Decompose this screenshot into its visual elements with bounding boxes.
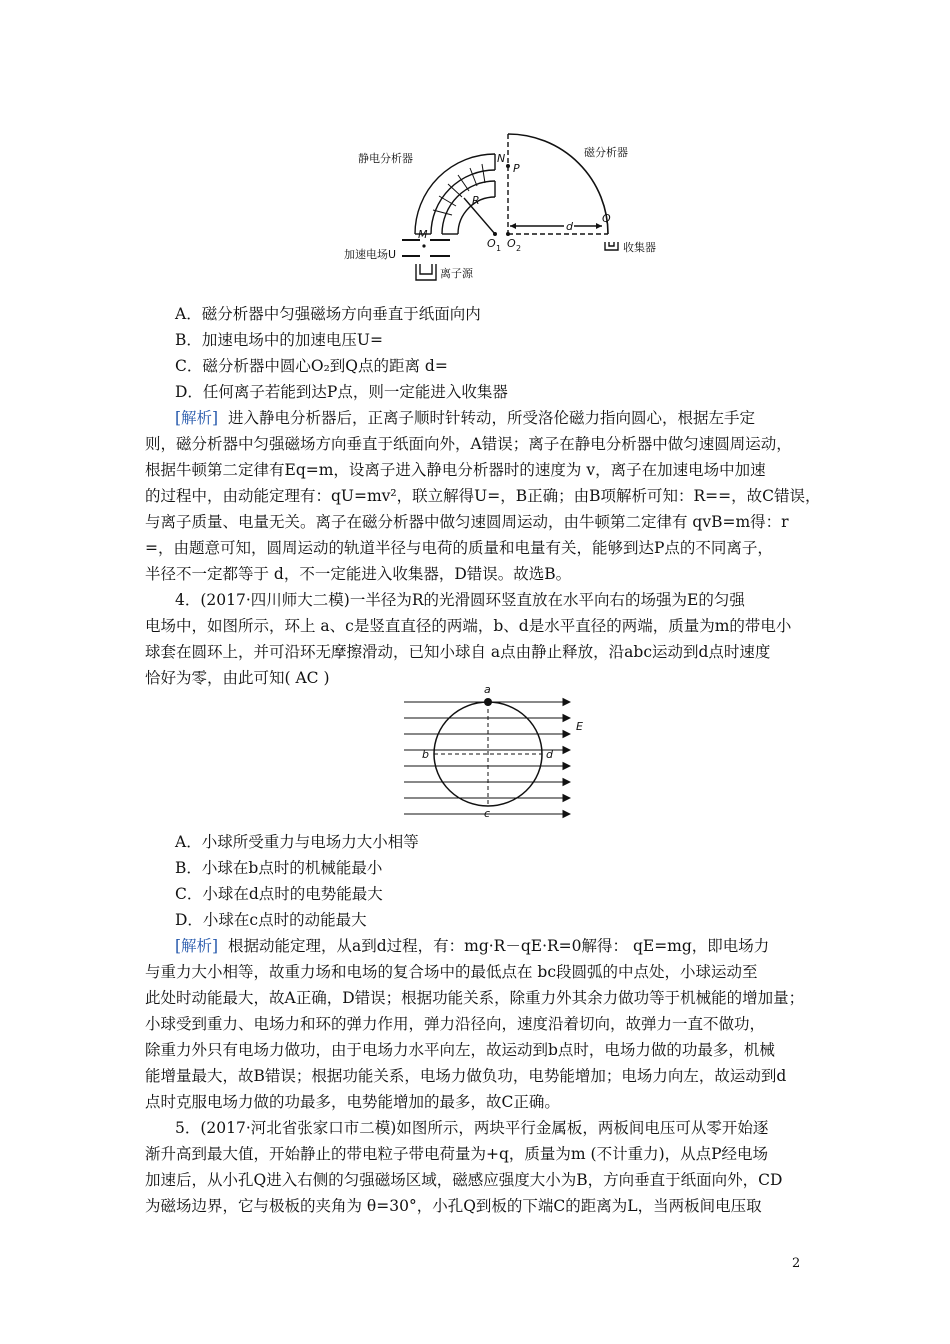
q4-analysis-line-3: 此处时动能最大，故A正确，D错误；根据功能关系，除重力外其余力做功等于机械能的增加量； xyxy=(145,989,805,1007)
label-d: d xyxy=(566,220,573,233)
analysis-tag: [解析] xyxy=(175,409,219,427)
q3-option-b: B．加速电场中的加速电压U= xyxy=(175,331,383,349)
label-N: N xyxy=(497,152,506,165)
label-E: E xyxy=(576,720,583,733)
q3-option-d: D．任何离子若能到达P点，则一定能进入收集器 xyxy=(175,383,508,401)
q4-option-a: A．小球所受重力与电场力大小相等 xyxy=(175,833,419,851)
label-O2: O xyxy=(507,237,516,250)
q5-stem-line-4: 为磁场边界，它与极板的夹角为 θ=30°，小孔Q到板的下端C的距离为L，当两板间电压取 xyxy=(145,1197,762,1215)
label-c: c xyxy=(484,807,491,820)
q4-stem-line-3: 球套在圆环上，并可沿环无摩擦滑动，已知小球自 a点由静止释放，沿abc运动到d点时速度 xyxy=(145,643,771,661)
q4-stem-line-4: 恰好为零，由此可知( AC ) xyxy=(145,669,330,687)
q4-analysis-line-5: 除重力外只有电场力做功，由于电场力水平向左，故运动到b点时，电场力做的功最多，机械 xyxy=(145,1041,775,1059)
q3-analysis-line-5: 与离子质量、电量无关。离子在磁分析器中做匀速圆周运动，由牛顿第二定律有 qvB=m得：r xyxy=(145,513,789,531)
q4-option-c: C．小球在d点时的电势能最大 xyxy=(175,885,383,903)
q3-analysis-line-4: 的过程中，由动能定理有：qU=mv²，联立解得U=，B正确；由B项解析可知：R==，故C错误， xyxy=(145,487,821,505)
label-d: d xyxy=(546,748,553,761)
q5-stem-line-2: 渐升高到最大值，开始静止的带电粒子带电荷量为+q，质量为m (不计重力)，从点P经电场 xyxy=(145,1145,769,1163)
q3-option-c: C．磁分析器中圆心O₂到Q点的距离 d= xyxy=(175,357,448,375)
q4-analysis-line-1: [解析] 根据动能定理，从a到d过程，有：mg·R－qE·R=0解得： qE=mg，即电场力 xyxy=(175,937,770,955)
q4-stem-line-2: 电场中，如图所示，环上 a、c是竖直直径的两端，b、d是水平直径的两端，质量为m的带电小 xyxy=(145,617,792,635)
label-accel-field: 加速电场U xyxy=(344,248,397,261)
label-b: b xyxy=(422,748,429,761)
mass-spectrometer-figure xyxy=(340,122,656,292)
label-a: a xyxy=(484,683,491,696)
label-P: P xyxy=(513,162,520,175)
label-Q: Q xyxy=(602,212,611,225)
q4-analysis-line-2: 与重力大小相等，故重力场和电场的复合场中的最低点在 bc段圆弧的中点处，小球运动至 xyxy=(145,963,758,981)
analysis-tag: [解析] xyxy=(175,937,219,955)
label-ion-source: 离子源 xyxy=(440,267,473,280)
q3-analysis-line-7: 半径不一定都等于 d，不一定能进入收集器，D错误。故选B。 xyxy=(145,565,572,583)
q4-stem-line-1: 4．(2017·四川师大二模)一半径为R的光滑圆环竖直放在水平向右的场强为E的匀强 xyxy=(175,591,745,609)
q3-analysis-line-3: 根据牛顿第二定律有Eq=m，设离子进入静电分析器时的速度为 v，离子在加速电场中加速 xyxy=(145,461,766,479)
label-O1-sub: 1 xyxy=(496,244,502,253)
q3-analysis-line-1: [解析] 进入静电分析器后，正离子顺时针转动，所受洛伦磁力指向圆心，根据左手定 xyxy=(175,409,755,427)
q4-option-d: D．小球在c点时的动能最大 xyxy=(175,911,367,929)
label-R: R xyxy=(472,194,480,207)
q4-analysis-line-7: 点时克服电场力做的功最多，电势能增加的最多，故C正确。 xyxy=(145,1093,560,1111)
label-O2-sub: 2 xyxy=(516,244,522,253)
label-O1: O xyxy=(487,237,496,250)
label-collector: 收集器 xyxy=(623,241,656,254)
q3-option-a: A．磁分析器中匀强磁场方向垂直于纸面向内 xyxy=(175,305,481,323)
q3-analysis-line-6: =，由题意可知，圆周运动的轨道半径与电荷的质量和电量有关，能够到达P点的不同离子， xyxy=(145,539,773,557)
label-electrostatic-analyzer: 静电分析器 xyxy=(358,152,413,165)
page-number: 2 xyxy=(792,1256,801,1271)
ring-in-field-figure xyxy=(398,684,598,820)
q4-option-b: B．小球在b点时的机械能最小 xyxy=(175,859,383,877)
q5-stem-line-1: 5．(2017·河北省张家口市二模)如图所示，两块平行金属板，两板间电压可从零开始逐 xyxy=(175,1119,769,1137)
q4-analysis-line-4: 小球受到重力、电场力和环的弹力作用，弹力沿径向，速度沿着切向，故弹力一直不做功， xyxy=(145,1015,766,1033)
label-magnetic-analyzer: 磁分析器 xyxy=(584,146,628,159)
q4-analysis-line-6: 能增量最大，故B错误；根据功能关系，电场力做负功，电势能增加；电场力向左，故运动到d xyxy=(145,1067,787,1085)
label-M: M xyxy=(418,228,428,241)
q3-analysis-line-2: 则，磁分析器中匀强磁场方向垂直于纸面向外，A错误；离子在静电分析器中做匀速圆周运动， xyxy=(145,435,792,453)
q5-stem-line-3: 加速后，从小孔Q进入右侧的匀强磁场区域，磁感应强度大小为B，方向垂直于纸面向外，CD xyxy=(145,1171,783,1189)
